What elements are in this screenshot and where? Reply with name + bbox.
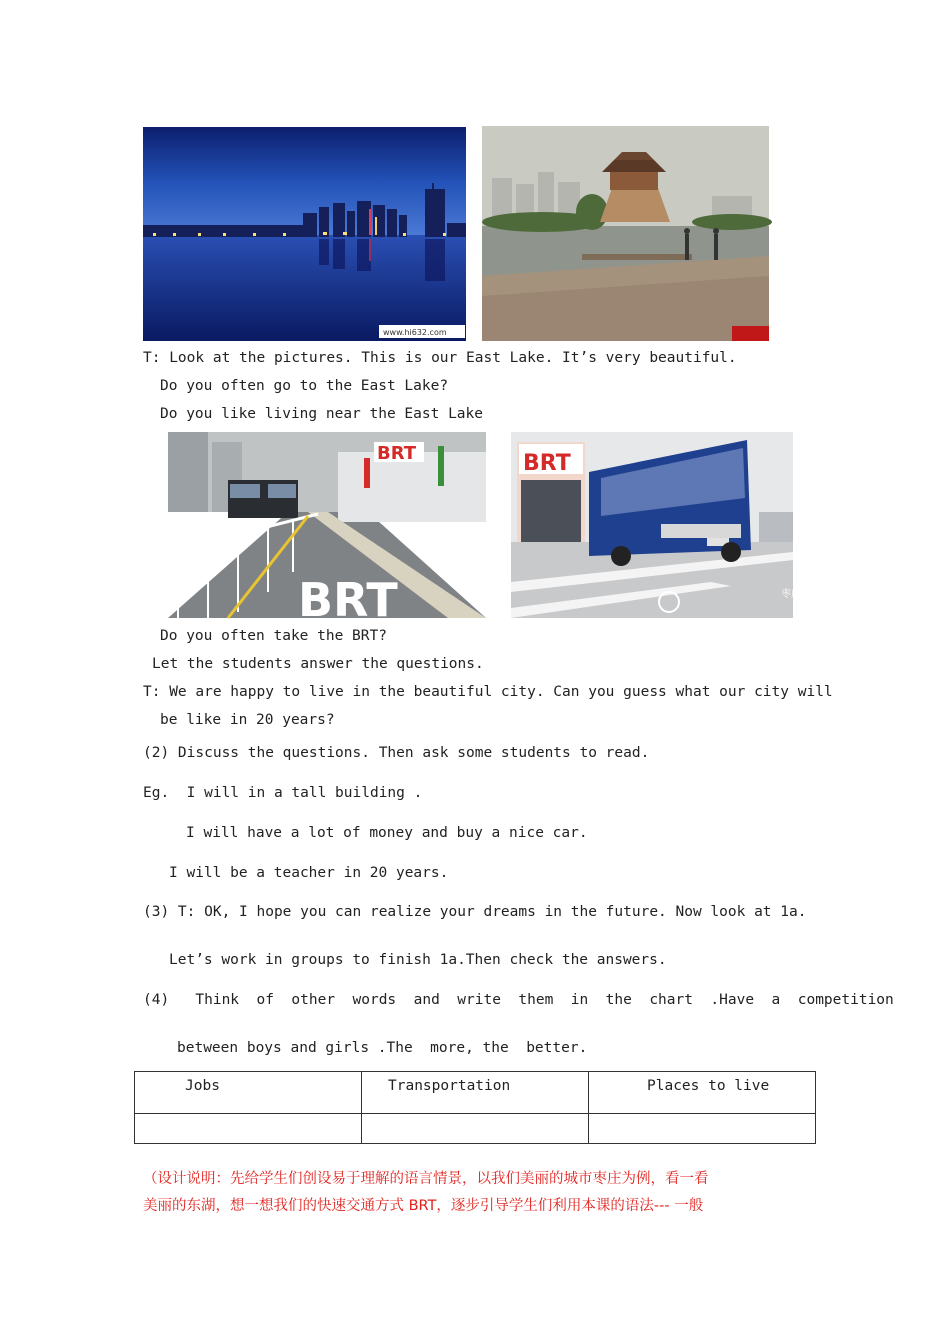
step-4-line-2: between boys and girls .The more, the better. <box>177 1040 588 1056</box>
step-2-line: (2) Discuss the questions. Then ask some students to read. <box>143 745 650 761</box>
chart-cell-jobs[interactable] <box>135 1114 362 1144</box>
vocabulary-chart <box>134 1071 816 1144</box>
lake-pavilion-photo-icon <box>482 126 769 341</box>
brt-sign-2: BRT <box>523 451 571 476</box>
brt-sign-1: BRT <box>377 443 417 464</box>
design-note-line-2: 美丽的东湖，想一想我们的快速交通方式 BRT，逐步引导学生们利用本课的语法--- 一般 <box>143 1198 704 1214</box>
night-lake-skyline-photo-icon <box>143 127 466 341</box>
chart-header-places: Places to live <box>589 1072 816 1114</box>
example-line-1: Eg. I will in a tall building . <box>143 785 423 801</box>
teacher-line-2: Do you often go to the East Lake? <box>160 378 449 394</box>
brt-road-text: BRT <box>298 573 398 627</box>
teacher-line-3: Do you like living near the East Lake <box>160 406 484 422</box>
brt-lane-photo <box>168 432 486 627</box>
chart-header-transportation: Transportation <box>362 1072 589 1114</box>
teacher-line-6: T: We are happy to live in the beautiful city. Can you guess what our city will <box>143 684 833 700</box>
watermark-zaozhuang: 枣庄 <box>781 589 801 600</box>
teacher-line-1: T: Look at the pictures. This is our East Lake. It’s very beautiful. <box>143 350 737 366</box>
step-3-line: (3) T: OK, I hope you can realize your dreams in the future. Now look at 1a. <box>143 904 807 920</box>
day-lake-photo <box>482 126 769 341</box>
design-note-line-1: （设计说明：先给学生们创设易于理解的语言情景，以我们美丽的城市枣庄为例，看一看 <box>143 1171 709 1187</box>
chart-cell-places[interactable] <box>589 1114 816 1144</box>
teacher-line-4: Do you often take the BRT? <box>160 628 387 644</box>
brt-lane-photo-icon <box>168 432 486 627</box>
chart-header-jobs: Jobs <box>135 1072 362 1114</box>
chart-cell-transportation[interactable] <box>362 1114 589 1144</box>
example-line-3: I will be a teacher in 20 years. <box>169 865 449 881</box>
step-4-line: (4) Think of other words and write them in the chart .Have a competition <box>143 992 894 1008</box>
teacher-line-5: Let the students answer the questions. <box>152 656 484 672</box>
watermark-hi632: www.hi632.com <box>383 328 447 337</box>
step-3-line-2: Let’s work in groups to finish 1a.Then check the answers. <box>169 952 667 968</box>
brt-bus-photo <box>511 432 801 618</box>
example-line-2: I will have a lot of money and buy a nice car. <box>186 825 588 841</box>
brt-bus-photo-icon <box>511 432 801 618</box>
teacher-line-7: be like in 20 years? <box>160 712 335 728</box>
night-lake-photo <box>143 127 466 341</box>
